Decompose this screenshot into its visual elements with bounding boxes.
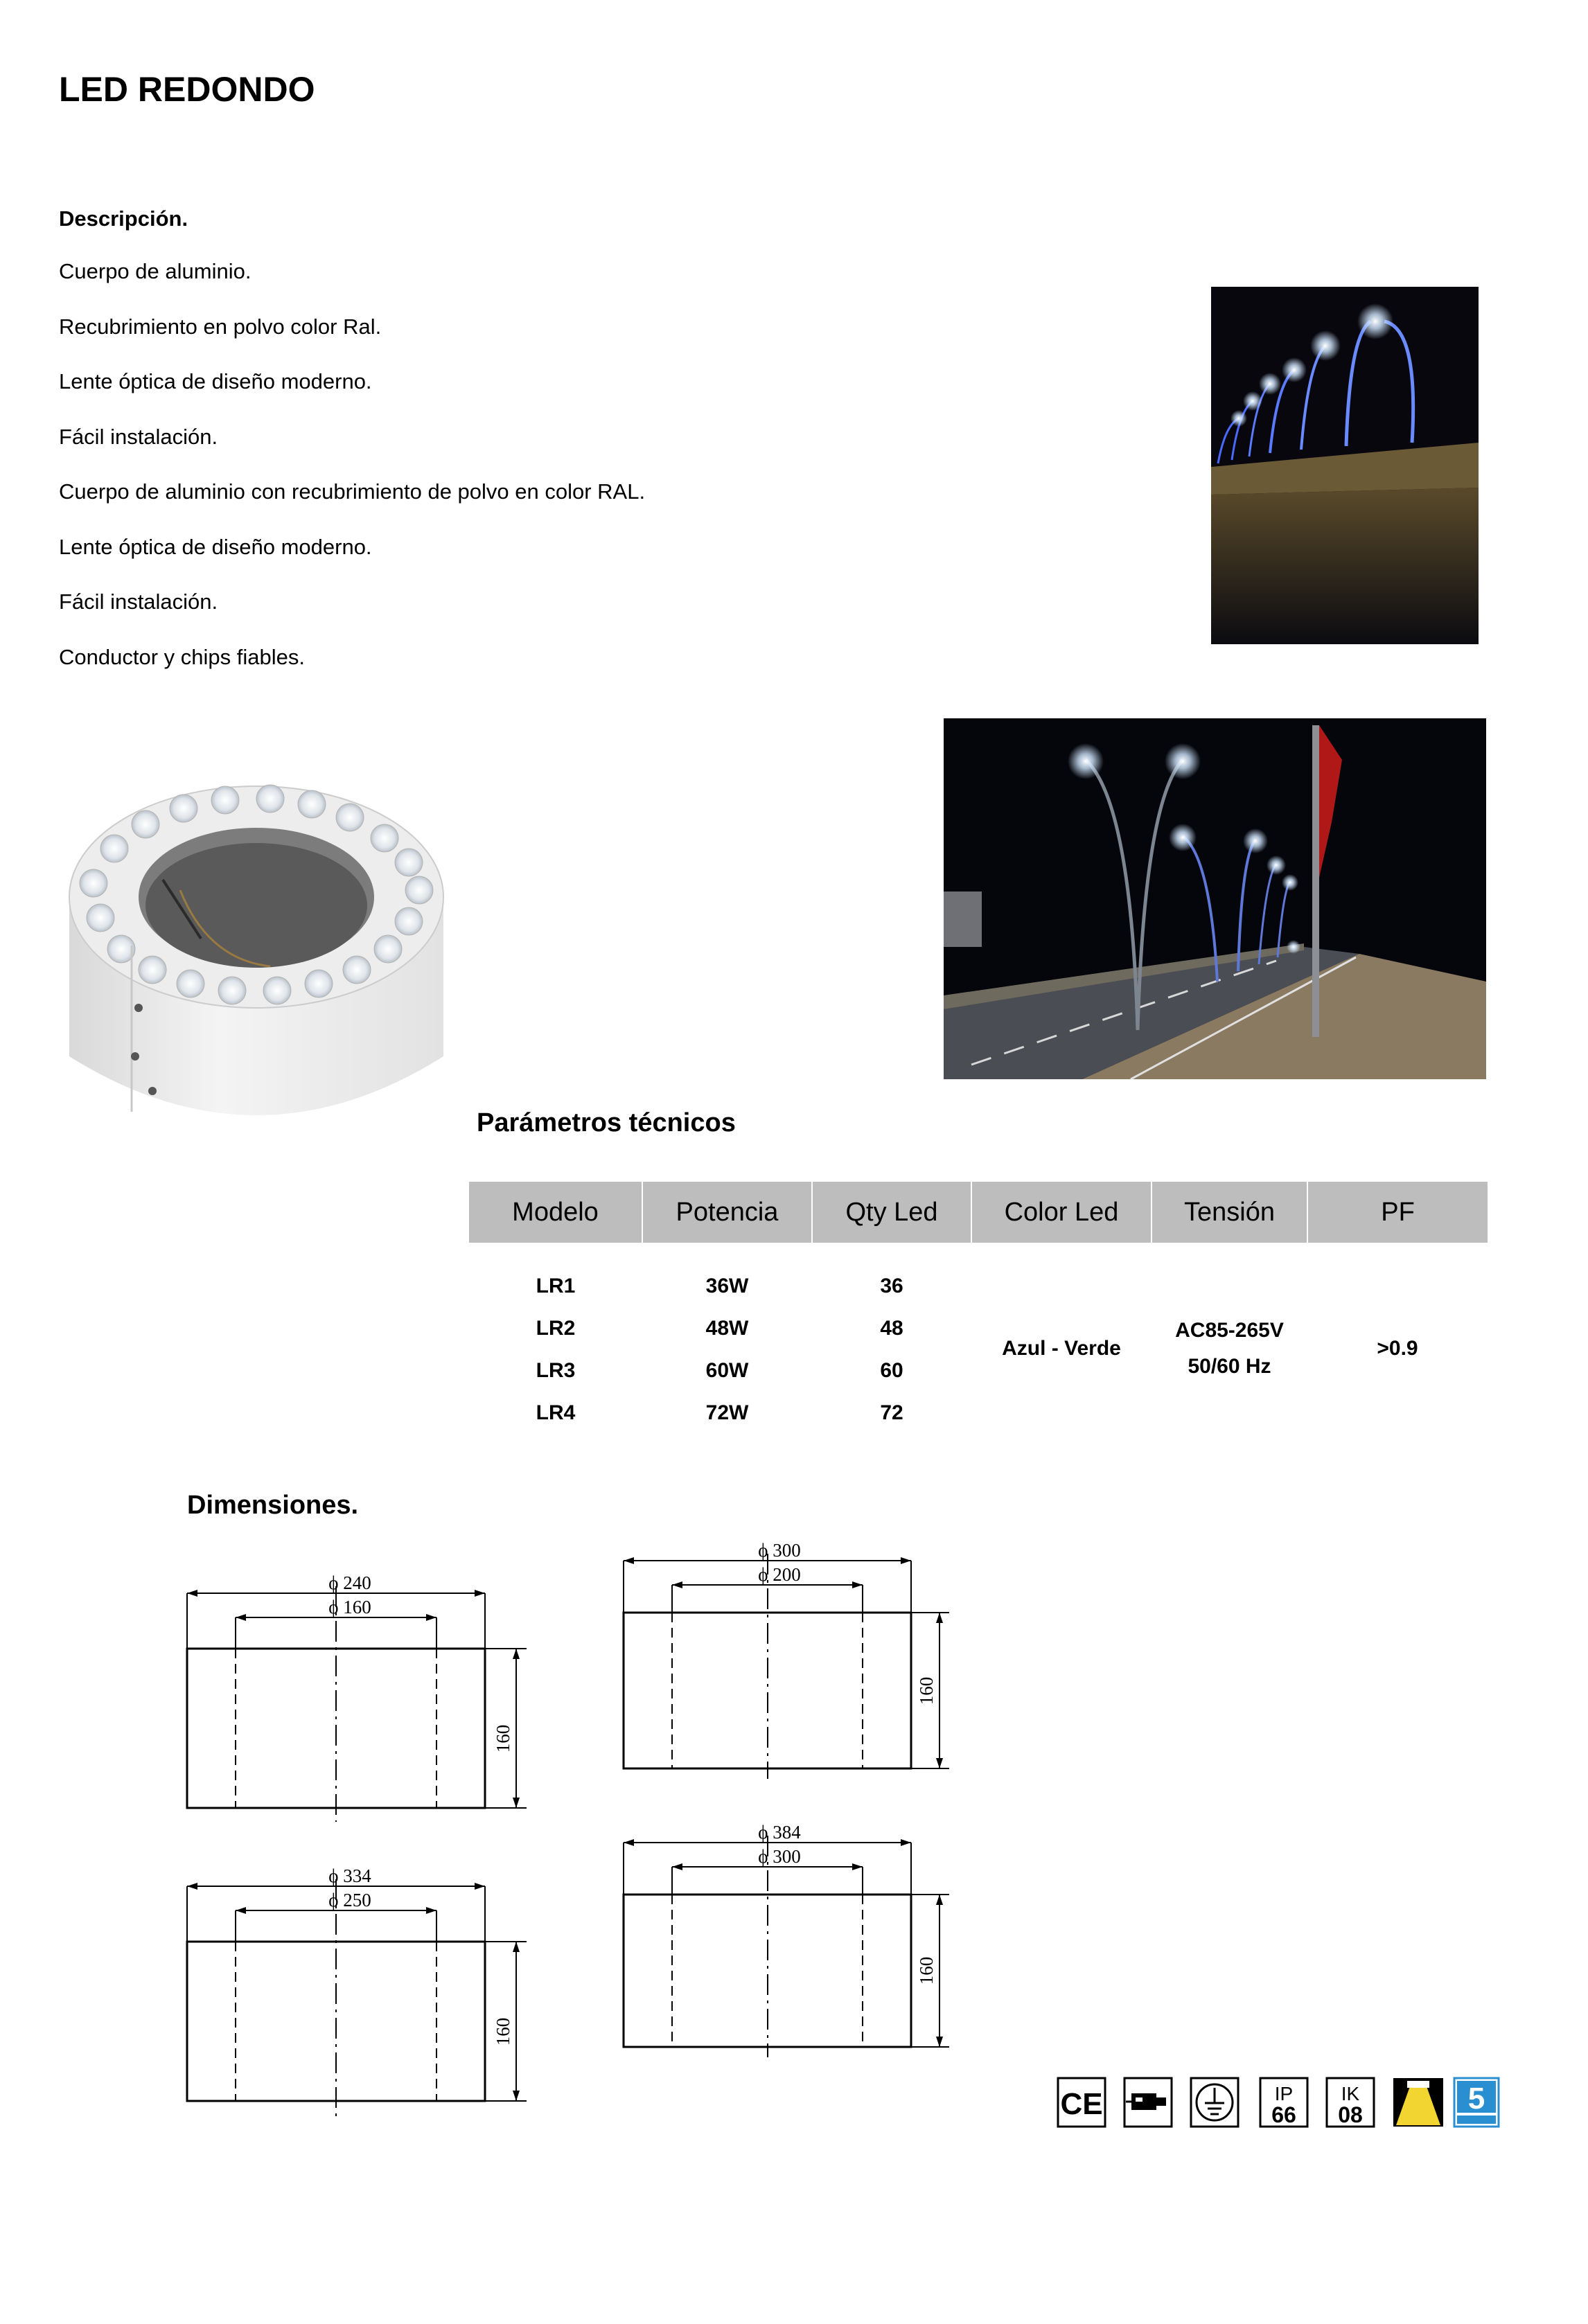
cell-qty-led: 48: [880, 1316, 903, 1340]
svg-text:IK: IK: [1341, 2083, 1360, 2104]
ip66-icon: [1260, 2078, 1307, 2127]
description-item: Cuerpo de aluminio con recubrimiento de polvo en color RAL.: [59, 479, 646, 504]
cell-tension: [1152, 1243, 1307, 1434]
description-list: [59, 260, 645, 701]
description-item: Fácil instalación.: [59, 589, 218, 614]
street-lights-photo-2: [944, 718, 1486, 1079]
description-item: Fácil instalación.: [59, 424, 218, 449]
cell-potencia: 48W: [705, 1316, 749, 1340]
dimension-outer-label: ϕ 384: [758, 1822, 801, 1843]
column-header-potencia: Potencia: [642, 1182, 812, 1243]
dimension-height-label: 160: [493, 1724, 513, 1753]
dimension-outer-label: ϕ 334: [328, 1865, 371, 1886]
dimensions-heading: Dimensiones.: [187, 1491, 359, 1520]
svg-text:IP: IP: [1274, 2083, 1294, 2104]
svg-text:66: 66: [1271, 2102, 1296, 2127]
cell-modelo: LR2: [536, 1316, 576, 1340]
street-lights-photo-1: [1211, 287, 1479, 644]
description-item: Lente óptica de diseño moderno.: [59, 369, 372, 393]
column-header-tension: Tensión: [1152, 1182, 1307, 1243]
driver-icon: [1124, 2078, 1172, 2127]
cell-color-led: Azul - Verde: [1002, 1337, 1121, 1360]
warranty-icon: [1454, 2078, 1499, 2127]
ik08-icon: [1327, 2078, 1374, 2127]
table-header-row: [469, 1182, 1488, 1243]
product-image: [42, 759, 471, 1160]
cell-modelo: LR4: [536, 1401, 576, 1424]
dimension-inner-label: ϕ 160: [328, 1597, 371, 1617]
cell-qty-led: 60: [880, 1358, 903, 1382]
dimension-drawing-3: [177, 1865, 537, 2129]
ce-mark-icon: [1058, 2078, 1105, 2127]
column-header-modelo: Modelo: [469, 1182, 642, 1243]
column-header-qty-led: Qty Led: [812, 1182, 971, 1243]
dimension-outer-label: ϕ 300: [758, 1540, 801, 1561]
description-heading: Descripción.: [59, 206, 188, 231]
spec-table: [469, 1182, 1488, 1434]
page-title: LED REDONDO: [59, 70, 315, 109]
description-item: Lente óptica de diseño moderno.: [59, 534, 372, 559]
cell-qty-led: 36: [880, 1274, 903, 1297]
parameters-heading: Parámetros técnicos: [477, 1108, 736, 1137]
svg-text:CE: CE: [1060, 2087, 1103, 2121]
dimension-outer-label: ϕ 240: [328, 1572, 371, 1593]
cell-potencia: 60W: [705, 1358, 749, 1382]
column-header-color-led: Color Led: [971, 1182, 1152, 1243]
description-item: Recubrimiento en polvo color Ral.: [59, 314, 382, 339]
cell-qty-led: 72: [880, 1401, 903, 1424]
description-item: Conductor y chips fiables.: [59, 644, 305, 669]
beam-angle-icon: [1393, 2078, 1443, 2127]
cell-modelo: LR1: [536, 1274, 576, 1297]
dimension-drawing-2: [617, 1540, 963, 1810]
cell-modelo: LR3: [536, 1358, 576, 1382]
dimension-height-label: 160: [916, 1676, 937, 1705]
dimension-drawing-1: [177, 1572, 537, 1829]
dimension-height-label: 160: [916, 1956, 937, 1985]
dimension-inner-label: ϕ 300: [758, 1846, 801, 1867]
cell-potencia: 72W: [705, 1401, 749, 1424]
tension-frequency: 50/60 Hz: [1188, 1355, 1271, 1378]
description-item: Cuerpo de aluminio.: [59, 259, 252, 283]
dimension-drawing-4: [617, 1822, 963, 2085]
column-header-pf: PF: [1307, 1182, 1488, 1243]
cell-pf: >0.9: [1377, 1337, 1418, 1360]
tension-voltage: AC85-265V: [1175, 1319, 1284, 1342]
earth-ground-icon: [1191, 2078, 1238, 2127]
dimension-inner-label: ϕ 200: [758, 1564, 801, 1585]
svg-text:08: 08: [1338, 2102, 1363, 2127]
dimension-height-label: 160: [493, 2017, 513, 2046]
cell-potencia: 36W: [705, 1274, 749, 1297]
dimension-inner-label: ϕ 250: [328, 1890, 371, 1910]
table-row: [469, 1243, 1488, 1307]
certification-icons: [1057, 2077, 1500, 2129]
svg-text:5: 5: [1467, 2082, 1485, 2115]
